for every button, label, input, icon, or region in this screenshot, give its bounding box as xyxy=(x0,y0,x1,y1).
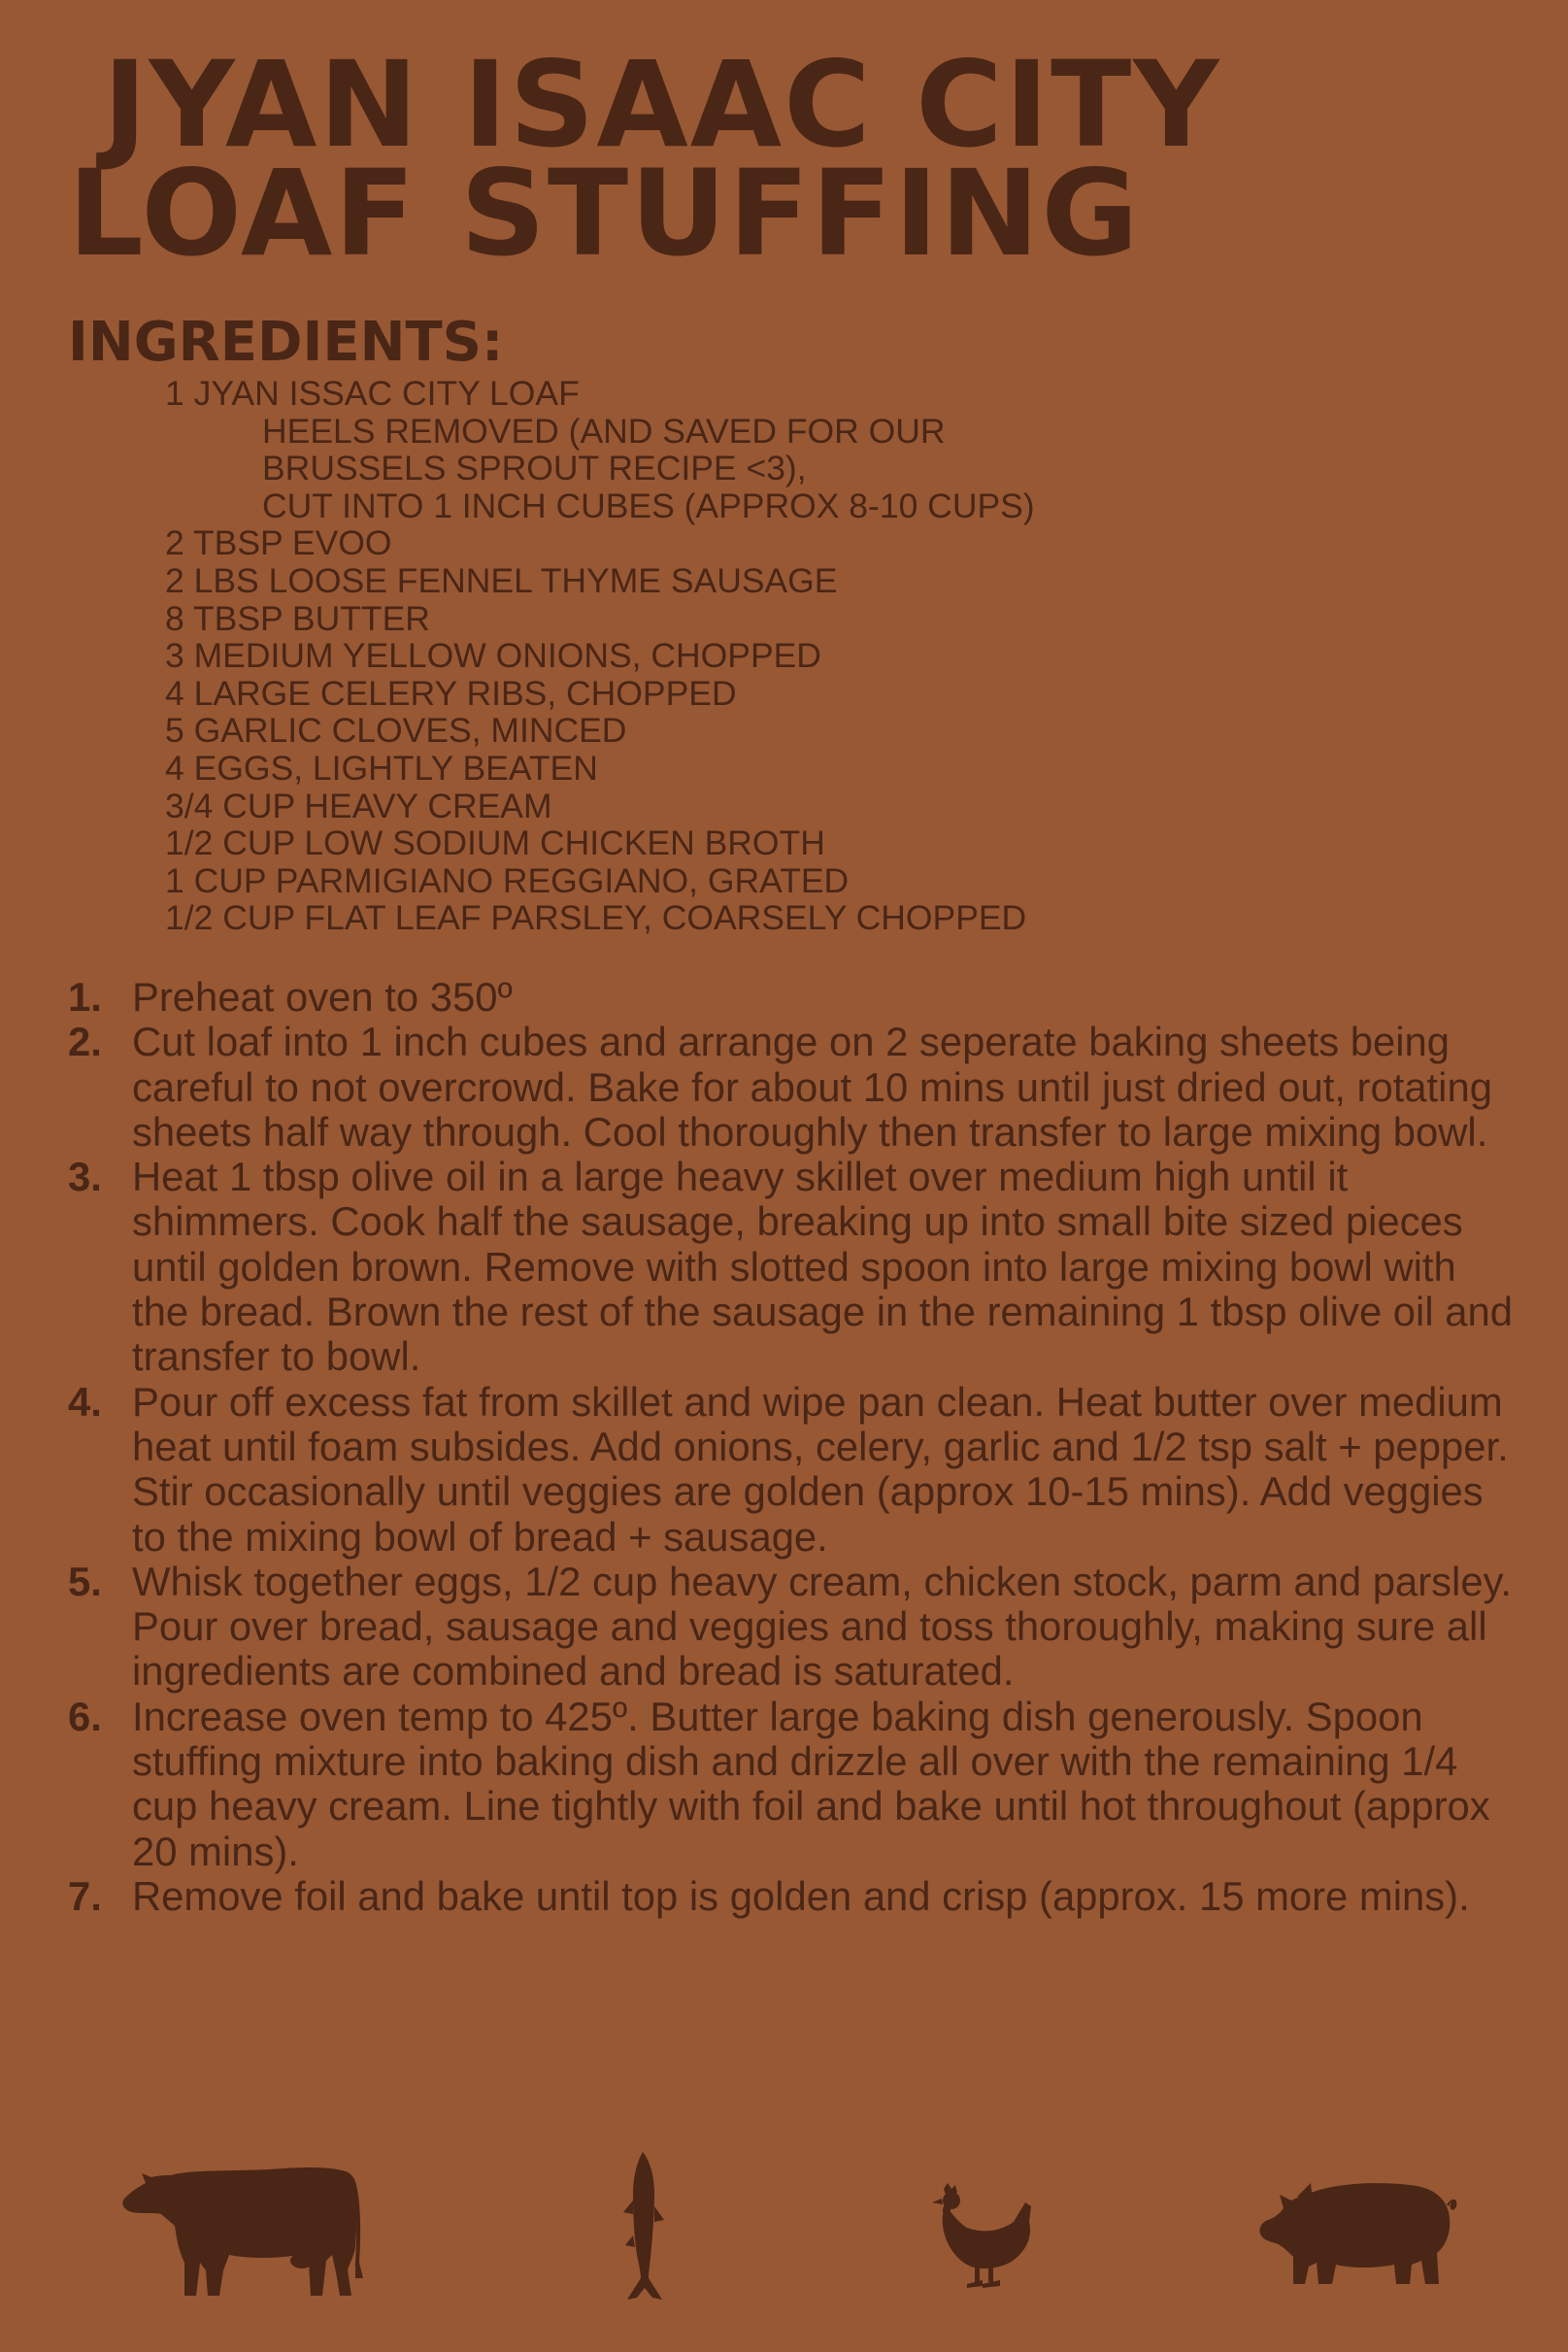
ingredient-item: 1 CUP PARMIGIANO REGGIANO, GRATED xyxy=(165,860,850,900)
step-text: Remove foil and bake until top is golden and crisp (approx. 15 more mins). xyxy=(132,1872,1470,1919)
step-number: 2. xyxy=(68,1019,102,1065)
step-number: 7. xyxy=(68,1872,102,1919)
instruction-step xyxy=(68,1380,1515,1560)
instruction-step xyxy=(68,975,1515,1020)
instructions-list xyxy=(68,975,1515,1919)
step-text: Whisk together eggs, 1/2 cup heavy cream, chicken stock, parm and parsley. Pour over bread, sausage and veggies and toss thoroughly, making sure all ingredients are combined and bread is saturated. xyxy=(132,1558,1512,1695)
step-text: Cut loaf into 1 inch cubes and arrange on 2 seperate baking sheets being careful to not overcrowd. Bake for about 10 mins until just dried out, rotating sheets half way through. Cool thoroughly then transfer to large mixing bowl. xyxy=(132,1019,1492,1155)
fish-icon xyxy=(619,2152,670,2303)
title-line-2: LOAF STUFFING xyxy=(68,145,1141,283)
step-number: 4. xyxy=(68,1378,102,1425)
ingredient-item: BRUSSELS SPROUT RECIPE <3), xyxy=(262,449,807,488)
ingredient-item: 3 MEDIUM YELLOW ONIONS, CHOPPED xyxy=(165,636,821,676)
ingredient-item: 5 GARLIC CLOVES, MINCED xyxy=(165,711,627,751)
ingredient-item: 4 LARGE CELERY RIBS, CHOPPED xyxy=(165,673,737,713)
step-number: 6. xyxy=(68,1693,102,1739)
instruction-step xyxy=(68,1155,1515,1379)
page-title xyxy=(68,36,1221,283)
step-number: 5. xyxy=(68,1558,102,1604)
instruction-step xyxy=(68,1874,1515,1919)
instruction-step xyxy=(68,1560,1515,1695)
step-number: 3. xyxy=(68,1154,102,1200)
animal-icons-row xyxy=(0,2136,1568,2311)
pig-icon xyxy=(1258,2175,1458,2290)
ingredients-list xyxy=(165,375,1035,937)
step-number: 1. xyxy=(68,974,102,1020)
instruction-step xyxy=(68,1020,1515,1155)
step-text: Pour off excess fat from skillet and wipe pan clean. Heat butter over medium heat until foam subsides. Add onions, celery, garlic and 1/2 tsp salt + pepper. Stir occasionally until veggies are golden (approx 10-15 mins). Add veggies to the mixing bowl of bread + sausage. xyxy=(132,1378,1509,1560)
ingredient-item: 3/4 CUP HEAVY CREAM xyxy=(165,786,552,825)
step-text: Increase oven temp to 425º. Butter large baking dish generously. Spoon stuffing mixture into baking dish and drizzle all over with the remaining 1/4 cup heavy cream. Line tightly with foil and bake until hot throughout (approx 20 mins). xyxy=(132,1693,1490,1874)
cow-icon xyxy=(103,2154,363,2300)
instruction-step xyxy=(68,1695,1515,1874)
ingredient-item: CUT INTO 1 INCH CUBES (APPROX 8-10 CUPS) xyxy=(262,486,1035,525)
ingredient-item: 2 TBSP EVOO xyxy=(165,523,392,563)
ingredient-item: 2 LBS LOOSE FENNEL THYME SAUSAGE xyxy=(165,560,838,600)
ingredient-item: 1 JYAN ISSAC CITY LOAF xyxy=(165,374,580,413)
step-text: Preheat oven to 350º xyxy=(132,974,513,1020)
step-text: Heat 1 tbsp olive oil in a large heavy skillet over medium high until it shimmers. Cook half the sausage, breaking up into small bite sized pieces until golden brown. Remove with slotted spoon into large mixing bowl with the bread. Brown the rest of the sausage in the remaining 1 tbsp olive oil and transfer to bowl. xyxy=(132,1154,1513,1380)
ingredient-item: 1/2 CUP FLAT LEAF PARSLEY, COARSELY CHOPPED xyxy=(165,898,1027,938)
ingredient-item: 4 EGGS, LIGHTLY BEATEN xyxy=(165,748,598,788)
title-line-1: JYAN ISAAC CITY xyxy=(103,36,1221,174)
ingredients-heading: INGREDIENTS: xyxy=(68,311,504,374)
ingredient-item: 8 TBSP BUTTER xyxy=(165,598,430,638)
ingredient-item: 1/2 CUP LOW SODIUM CHICKEN BROTH xyxy=(165,823,825,863)
chicken-icon xyxy=(928,2183,1037,2292)
ingredient-item: HEELS REMOVED (AND SAVED FOR OUR xyxy=(262,411,946,451)
